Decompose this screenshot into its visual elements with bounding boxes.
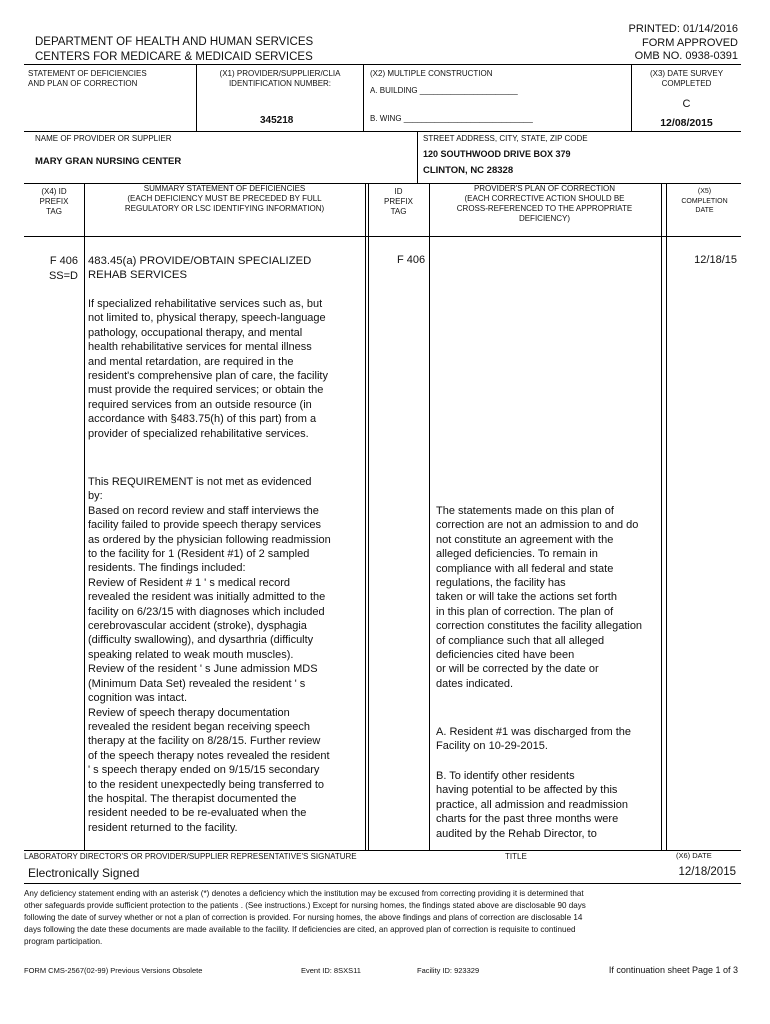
facility-id: Facility ID: 923329 [417, 966, 480, 975]
electronic-signature: Electronically Signed [28, 866, 140, 880]
omb-number: OMB NO. 0938-0391 [634, 50, 738, 62]
x3-value: 12/08/2015 [660, 117, 713, 129]
address-line-1: 120 SOUTHWOOD DRIVE BOX 379 [423, 149, 571, 159]
x3-label: (X3) DATE SURVEY COMPLETED [649, 69, 724, 88]
agency-name [35, 35, 313, 65]
deficiency-tag: F 406 [49, 255, 78, 267]
agency-line-1: DEPARTMENT OF HEALTH AND HUMAN SERVICES [35, 36, 314, 48]
page-number: If continuation sheet Page 1 of 3 [608, 965, 738, 975]
summary-paragraph-1: If specialized rehabilitative services such as, but not limited to, physical therapy, speech-language pathology, occupational therapy, and mental health rehabilitative services for mental illness and mental retardation, are required in the resident's comprehensive plan of care, the facility must provide the required services; or obtain the required services from an outside resource (in accordance with §483.75(h) of this part) from a provider of specialized rehabilitative services. [88, 298, 328, 440]
id-label: ID PREFIX TAG [384, 187, 413, 216]
scope-severity: SS=D [48, 269, 78, 282]
x5-label: (X5) COMPLETION DATE [681, 188, 728, 214]
signature-date: 12/18/2015 [678, 866, 736, 878]
disclaimer: Any deficiency statement ending with an asterisk (*) denotes a deficiency which the institution may be excused from correcting providing it is determined that other safeguards provide sufficient protection to the patients . (See instructions.) Except for nursing homes, the findings stated above are disclosable 90 days following the date of survey whether or not a plan of correction is provided. For nursing homes, the above findings and plans of correction are disclosable 14 days following the date these documents are made available to the facility. If deficiencies are cited, an approved plan of correction is requisite to continued program participation. [24, 889, 586, 946]
form-approval [629, 23, 738, 64]
provider-label: NAME OF PROVIDER OR SUPPLIER [35, 134, 172, 143]
agency-line-2: CENTERS FOR MEDICARE & MEDICAID SERVICES [35, 51, 313, 63]
plan-id-tag: F 406 [397, 254, 426, 266]
completion-date: 12/18/15 [694, 254, 737, 266]
provider-name: MARY GRAN NURSING CENTER [35, 156, 182, 167]
plan-paragraph-2: A. Resident #1 was discharged from the Facility on 10-29-2015. [436, 726, 632, 753]
plan-paragraph-1: The statements made on this plan of correction are not an admission to and do not constitute an agreement with the alleged deficiencies. To remain in compliance with all federal and state regulations, the facility has taken or will take the actions set forth in this plan of correction. The plan of correction constitutes the facility allegation of compliance such that all alleged deficiencies cited have been or will be corrected by the date or dates indicated. [436, 505, 643, 690]
summary-paragraph-2: This REQUIREMENT is not met as evidenced by: Based on record review and staff interviews the facility failed to provide speech therapy services as ordered by the physician following readmission to the facility for 1 (Resident #1) of 2 sampled residents. The findings included: Review of Resident # 1 ' s medical record revealed the resident was initially admitted to the facility on 6/23/15 with diagnoses which included cerebrovascular accident (stroke), dysphagia (difficulty swallowing), and dysarthria (difficulty speaking related to weak mouth muscles). Review of the resident ' s June admission MDS (Minimum Data Set) revealed the resident ' s cognition was intact. Review of speech therapy documentation revealed the resident began receiving speech therapy at the facility on 8/28/15. Further review of the speech therapy notes revealed the resident ' s speech therapy ended on 9/15/15 secondary to the resident unexpectedly being transferred to the hospital. The therapist documented the resident needed to be re-evaluated when the resident returned to the facility. [88, 476, 331, 834]
tag-column [24, 254, 78, 283]
statement-label: STATEMENT OF DEFICIENCIES AND PLAN OF CORRECTION [28, 69, 147, 88]
x3-code: C [682, 98, 691, 110]
x2-label: (X2) MULTIPLE CONSTRUCTION [370, 69, 493, 78]
x4-label: (X4) ID PREFIX TAG [39, 187, 69, 216]
deficiency-title: 483.45(a) PROVIDE/OBTAIN SPECIALIZED REHAB SERVICES [88, 255, 312, 282]
form-approved: FORM APPROVED [642, 36, 738, 49]
event-id: Event ID: 8SXS11 [301, 966, 361, 975]
printed-date: PRINTED: 01/14/2016 [628, 23, 738, 35]
plan-label: PROVIDER'S PLAN OF CORRECTION (EACH CORRECTIVE ACTION SHOULD BE CROSS-REFERENCED TO THE APPROPRIATE DEFICIENCY) [456, 184, 633, 223]
building-line: A. BUILDING ______________________ [370, 86, 518, 95]
address-line-2: CLINTON, NC 28328 [423, 165, 514, 176]
plan-paragraph-3: B. To identify other residents having potential to be affected by this practice, all admission and readmission charts for the past three months were audited by the Rehab Director, to [436, 770, 628, 840]
address-label: STREET ADDRESS, CITY, STATE, ZIP CODE [423, 134, 588, 143]
x1-label: (X1) PROVIDER/SUPPLIER/CLIA IDENTIFICATION NUMBER: [219, 69, 341, 88]
title-label: TITLE [505, 852, 527, 861]
wing-line: B. WING _____________________________ [370, 114, 533, 123]
x1-value: 345218 [260, 115, 294, 126]
summary-label: SUMMARY STATEMENT OF DEFICIENCIES (EACH DEFICIENCY MUST BE PRECEDED BY FULL REGULATORY OR LSC IDENTIFYING INFORMATION) [124, 184, 325, 213]
signature-label: LABORATORY DIRECTOR'S OR PROVIDER/SUPPLIER REPRESENTATIVE'S SIGNATURE [24, 852, 357, 861]
x6-date-label: (X6) DATE [676, 851, 712, 860]
form-number: FORM CMS-2567(02-99) Previous Versions Obsolete [24, 966, 203, 975]
